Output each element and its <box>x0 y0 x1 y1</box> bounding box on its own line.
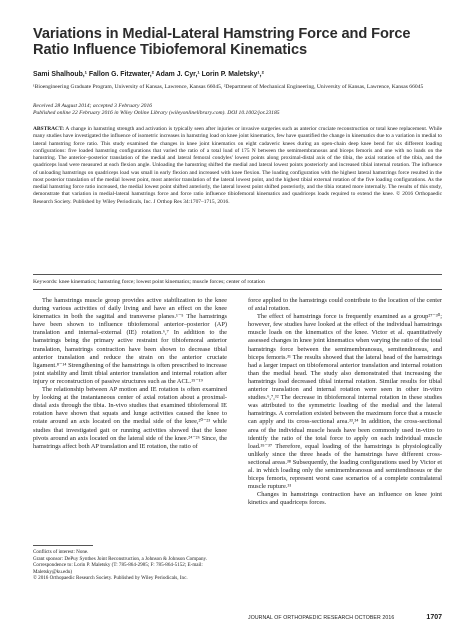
keywords-bottom-rule <box>33 289 442 290</box>
body-column-right <box>248 297 442 610</box>
body-paragraph: Changes in hamstrings contraction have an influence on knee joint kinetics and quadriceps forces. <box>248 491 442 507</box>
grant-sponsor: Grant sponsor: DePuy Synthes Joint Reconstruction, a Johnson & Johnson Company. <box>33 555 207 562</box>
affiliations: ¹Bioengineering Graduate Program, University of Kansas, Lawrence, Kansas 66045, ²Department of Mechanical Engineering, University of Kansas, Lawrence, Kansas 66045 <box>33 84 424 90</box>
body-paragraph: The effect of hamstrings force is frequently examined as a group²⁷⁻³⁰; however, few studies have looked at the effect of the individual hamstrings muscle loads on the kinematics of the knee. Victor et al. quantitatively assessed changes in knee joint kinematics when varying the ratio of the total hamstrings force between the semimembranosus, semitendinosus, and biceps femoris.³¹ The results showed that the lateral head of the hamstrings had a larger impact on tibiofemoral anterior translation and internal rotation than the medial head. The study also demonstrated that increasing the hamstrings load decreased tibial internal rotation. Similar results for tibial anterior translation and internal rotation were seen in other in-vitro studies.⁶,⁷,³² The decrease in tibiofemoral internal rotation in these studies was attributed to the symmetric loading of the medial and the lateral hamstrings. A correlation existed between the maximum force that a muscle can apply and its cross-sectional area.³³,³⁴ In addition, the cross-sectional area of the individual muscle heads have been commonly used in-vitro to identify the ratio of the total force to apply on each individual muscle load.³⁵⁻³⁷ Therefore, equal loading of the hamstrings is physiologically unlikely since the three heads of the hamstrings have different cross-sectional areas.³⁸ Subsequently, the loading configurations used by Victor et al. in which loading only the semimembranosus and semitendinosus or the biceps femoris, represent worst case scenarios of a complete contralateral muscle rupture.³¹ <box>248 313 442 491</box>
published-online: Published online 22 February 2016 in Wiley Online Library (wileyonlinelibrary.com). DOI 10.1002/jor.23185 <box>33 110 280 117</box>
journal-name: JOURNAL OF ORTHOPAEDIC RESEARCH OCTOBER 2016 <box>248 615 395 621</box>
page-footer <box>248 614 442 622</box>
keywords-top-rule <box>33 274 442 275</box>
body-paragraph: force applied to the hamstrings could contribute to the location of the center of axial rotation. <box>248 297 442 313</box>
footnote-rule <box>33 545 93 546</box>
author-list: Sami Shalhoub,¹ Fallon G. Fitzwater,² Adam J. Cyr,¹ Lorin P. Maletsky¹,² <box>33 71 264 78</box>
copyright-notice: © 2016 Orthopaedic Research Society. Published by Wiley Periodicals, Inc. <box>33 575 188 582</box>
conflicts-of-interest: Conflicts of interest: None. <box>33 549 89 555</box>
keywords: Keywords: knee kinematics; hamstring force; lowest point kinematics; muscle forces; center of rotation <box>33 279 265 285</box>
publication-dates <box>33 103 443 117</box>
page-number: 1707 <box>426 614 442 621</box>
article-title: Variations in Medial-Lateral Hamstring Force and Force Ratio Influence Tibiofemoral Kinematics <box>33 26 411 58</box>
body-column-left <box>33 297 227 507</box>
abstract-text: A change in hamstring strength and activation is typically seen after injuries or invasive surgeries such as anterior cruciate reconstruction or total knee replacement. While many studies have investigated the influence of isometric increases in hamstring load on knee joint kinematics, few have quantified the change in kinematics due to a variation in medial to lateral hamstring force ratio. This study examined the changes in knee joint kinematics on eight cadaveric knees during an open-chain deep knee bend for six different loading configurations: five loaded hamstring configurations that varied the ratio of a total load of 175 N between the semimembranosus and biceps femoris and one with no loads on the hamstring. The anterior–posterior translation of the medial and lateral femoral condyles' lowest points along proximal-distal axis of the tibia, the axial rotation of the tibia, and the quadriceps load were measured at each flexion angle. Unloading the hamstring shifted the medial and lateral lowest points posteriorly and increased tibial internal rotation. The influence of unloading hamstrings on quadriceps load was small in early flexion and increased with knee flexion. The loading configuration with the highest lateral hamstrings force resulted in the most posterior translation of the medial lowest point, most anterior translation of the lateral lowest point, and the highest tibial external rotation of the five loading configurations. As the medial hamstring force ratio increased, the medial lowest point shifted anteriorly, the lateral lowest point shifted posteriorly, and the tibia rotated more internally. The results of this study, demonstrate that variation in medial-lateral hamstrings force and force ratio influence tibiofemoral kinematics and quadriceps loads required to extend the knee. © 2016 Orthopaedic Research Society. Published by Wiley Periodicals, Inc. J Orthop Res 34:1707–1715, 2016. <box>33 126 443 205</box>
body-paragraph: The hamstrings muscle group provides active stabilization to the knee during various activities of daily living and have an effect on the knee kinematics in both the sagittal and transverse planes.¹⁻⁵ The hamstrings have been shown to influence tibiofemoral anterior–posterior (AP) translation and internal–external (IE) rotation.⁶,⁷ In addition to the hamstrings being the primary active restraint for tibiofemoral anterior translation, hamstrings contraction have been shown to decrease tibial anterior translation and reduce the strain on the anterior cruciate ligament.⁸⁻¹⁴ Strengthening of the hamstrings is often prescribed to increase joint stability and limit tibial anterior translation and internal rotation after injury or reconstruction of passive structures such as the ACL.¹⁵⁻¹⁹ <box>33 297 227 385</box>
body-paragraph: The relationship between AP motion and IE rotation is often examined by looking at the instantaneous center of axial rotation about a proximal-distal axis through the tibia. In-vivo studies that examined tibiofemoral IE rotation have shown that squats and lunge activities caused the knee to rotate around an axis located on the medial side of the knee,²⁰⁻²³ while studies that investigated gait or running activities showed that the knee pivots around an axis located on the lateral side of the knee.²⁴⁻²⁶ Since, the hamstrings affect both AP translation and IE rotation, the ratio of <box>33 386 227 450</box>
received-date: Received 28 August 2014; accepted 3 February 2016 <box>33 103 153 109</box>
abstract <box>33 126 442 206</box>
abstract-label: ABSTRACT: <box>33 126 65 132</box>
footnotes <box>33 549 227 582</box>
correspondence: Correspondence to: Lorin P. Maletsky (T: 785-864-2985; F: 785-864-5152; E-mail: Maletsky@ku.edu) <box>33 562 203 575</box>
